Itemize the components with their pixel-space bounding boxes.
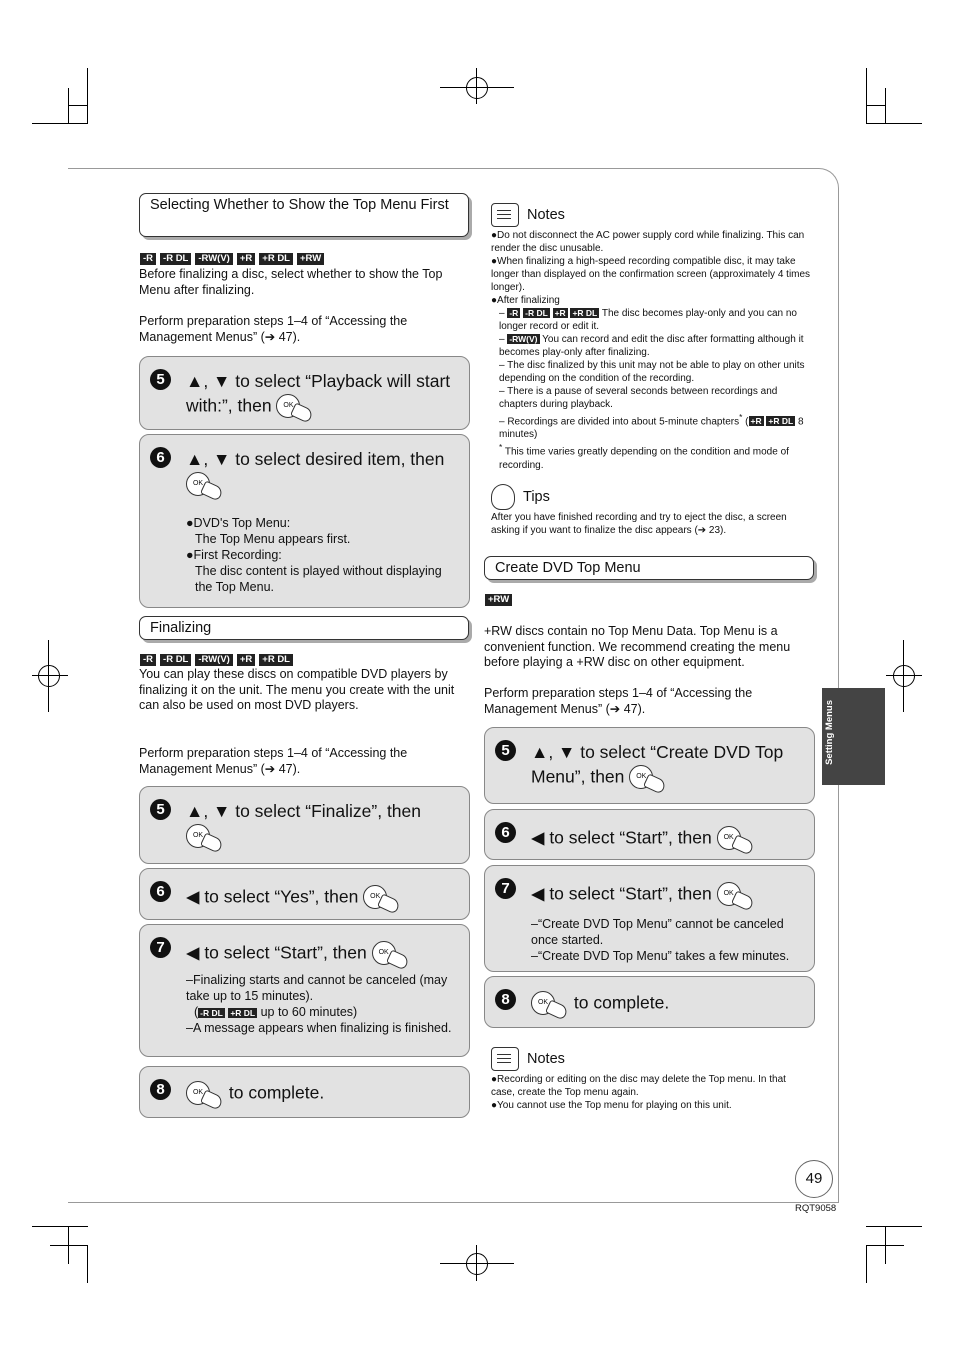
- lightbulb-icon: [491, 484, 515, 510]
- disc-badges-create-top-menu: [485, 594, 512, 606]
- ok-label: OK: [186, 472, 210, 496]
- create-top-step-5: [484, 727, 815, 804]
- step-notes: [186, 515, 459, 595]
- step-text: to complete.: [228, 1082, 325, 1103]
- hand-icon: [643, 773, 667, 794]
- note-sub-item: – -R -R DL +R +R DL The disc becomes play-only and you can no longer record or edit it.: [499, 308, 797, 332]
- step-text: ◀ to select “Start”, then: [531, 883, 712, 904]
- finalizing-step-8: [139, 1066, 470, 1118]
- ok-label: OK: [186, 1081, 210, 1105]
- note-text: The disc becomes play-only and you can no longer record or edit it.: [499, 308, 797, 332]
- hand-icon: [200, 1089, 224, 1110]
- ok-button-icon: [717, 880, 755, 910]
- finalizing-step-5: [139, 786, 470, 864]
- note-sub-item: – -RW(V) You can record and edit the disc after formatting although it becomes play-only after finalizing.: [499, 334, 804, 358]
- ok-button-icon: [372, 939, 410, 969]
- step-number: 8: [495, 989, 516, 1010]
- create-top-step-8: [484, 976, 815, 1028]
- disc-badge: -R: [509, 308, 519, 318]
- step-instruction: [186, 371, 457, 422]
- note-footnote: * This time varies greatly depending on the condition and mode of recording.: [499, 442, 789, 471]
- document-code: RQT9058: [795, 1203, 837, 1214]
- tips-heading: [491, 484, 550, 510]
- notes-heading-2: [491, 1047, 565, 1071]
- note-line: –“Create DVD Top Menu” cannot be canceled once started.: [531, 917, 784, 947]
- hand-icon: [731, 834, 755, 855]
- notes-heading: [491, 203, 565, 227]
- hand-icon: [545, 999, 569, 1020]
- note-line: ●DVD's Top Menu:: [186, 516, 291, 530]
- top-menu-step-6: [139, 434, 470, 608]
- disc-badge: -RW(V): [509, 334, 538, 344]
- step-text: ▲, ▼ to select “Create DVD Top Menu”, then: [531, 742, 784, 787]
- step-instruction: [531, 989, 802, 1019]
- ok-label: OK: [717, 882, 741, 906]
- top-menu-prep: Perform preparation steps 1–4 of “Accessing the Management Menus” (➔ 47).: [139, 314, 408, 344]
- note-text: – Recordings are divided into about 5-minute chapters: [499, 416, 740, 428]
- hand-icon: [290, 402, 314, 423]
- note-line: ●First Recording:: [186, 548, 282, 562]
- ok-button-icon: [629, 763, 667, 793]
- disc-badge: -R DL: [200, 1008, 223, 1018]
- step-text: ▲, ▼ to select “Finalize”, then: [186, 801, 422, 821]
- page-frame-top: [68, 168, 818, 169]
- disc-badges-finalizing: [140, 654, 293, 666]
- finalizing-step-6: [139, 868, 470, 920]
- disc-badge: +R: [237, 253, 255, 265]
- disc-badge: +R DL: [259, 654, 293, 666]
- ok-label: OK: [186, 824, 210, 848]
- disc-badge: +RW: [297, 253, 324, 265]
- step-instruction: [186, 883, 457, 913]
- disc-badge: -R: [140, 654, 156, 666]
- note-item: ●When finalizing a high-speed recording compatible disc, it may take longer than displayed on the confirmation screen (approximately 4 times longer).: [491, 256, 811, 293]
- disc-badge: -RW(V): [195, 253, 232, 265]
- note-item: ●You cannot use the Top menu for playing on this unit.: [491, 1100, 732, 1111]
- side-tab: [822, 688, 885, 785]
- step-number: 7: [150, 937, 171, 958]
- top-menu-intro: Before finalizing a disc, select whether to show the Top Menu after finalizing.: [139, 267, 443, 297]
- finalizing-prep: Perform preparation steps 1–4 of “Accessing the Management Menus” (➔ 47).: [139, 746, 408, 776]
- hand-icon: [200, 832, 224, 853]
- section-title-top-menu: Selecting Whether to Show the Top Menu First: [139, 193, 469, 237]
- notes-list-2: [491, 1073, 811, 1112]
- ok-button-icon: [186, 822, 224, 852]
- note-item: ●Recording or editing on the disc may delete the Top menu. In that case, create the Top menu again.: [491, 1074, 786, 1098]
- notes-icon: [491, 1047, 519, 1071]
- disc-badge: +R: [554, 308, 566, 318]
- note-text: 8 minutes): [499, 416, 804, 441]
- disc-badges-top-menu: [140, 253, 324, 265]
- ok-label: OK: [629, 765, 653, 789]
- disc-badge: +R: [237, 654, 255, 666]
- step-number: 6: [150, 881, 171, 902]
- note-line: –Finalizing starts and cannot be canceled (may take up to 15 minutes).: [186, 973, 448, 1003]
- ok-button-icon: [276, 392, 314, 422]
- step-number: 5: [150, 799, 171, 820]
- disc-badge: +RW: [485, 594, 512, 606]
- disc-badge: +R DL: [768, 416, 794, 427]
- hand-icon: [200, 480, 224, 501]
- notes-icon: [491, 203, 519, 227]
- step-notes: [531, 916, 804, 964]
- step-number: 5: [150, 369, 171, 390]
- note-text: This time varies greatly depending on the condition and mode of recording.: [499, 446, 789, 471]
- disc-badge: -R DL: [525, 308, 548, 318]
- create-top-step-7: [484, 865, 815, 972]
- step-instruction: [186, 449, 457, 500]
- notes-title: Notes: [527, 1051, 565, 1067]
- step-instruction: [531, 742, 802, 793]
- ok-button-icon: [717, 824, 755, 854]
- ok-label: OK: [372, 941, 396, 965]
- disc-badge: -R DL: [160, 654, 191, 666]
- step-text: to complete.: [573, 992, 670, 1013]
- ok-button-icon: [186, 470, 224, 500]
- step-text: ▲, ▼ to select desired item, then: [186, 449, 445, 469]
- disc-badge: +R DL: [259, 253, 293, 265]
- page-frame-bottom: [68, 1202, 839, 1203]
- disc-badge: +R DL: [572, 308, 598, 318]
- hand-icon: [377, 893, 401, 914]
- section-title-finalizing: Finalizing: [139, 616, 469, 640]
- page-number: 49: [795, 1160, 833, 1198]
- step-number: 8: [150, 1079, 171, 1100]
- ok-button-icon: [363, 883, 401, 913]
- ok-label: OK: [363, 885, 387, 909]
- step-instruction: [186, 939, 457, 969]
- disc-badge: -R DL: [160, 253, 191, 265]
- ok-button-icon: [531, 989, 569, 1019]
- step-instruction: [186, 801, 457, 852]
- note-sub-item: – There is a pause of several seconds between recordings and chapters during playback.: [499, 386, 778, 410]
- disc-badge: +R DL: [230, 1008, 256, 1018]
- create-top-intro: +RW discs contain no Top Menu Data. Top Menu is a convenient function. We recommend creating the menu before playing a +RW disc on other equipment.: [484, 624, 791, 669]
- tips-title: Tips: [523, 489, 550, 505]
- note-text: You can record and edit the disc after formatting although it becomes play-only after finalizing.: [499, 334, 804, 358]
- step-instruction: [186, 1079, 457, 1109]
- notes-title: Notes: [527, 207, 565, 223]
- side-tab-label: Setting Menus: [824, 700, 835, 765]
- note-item: ●After finalizing: [491, 295, 560, 306]
- note-text: up to 60 minutes): [260, 1005, 358, 1019]
- step-number: 5: [495, 740, 516, 761]
- ok-label: OK: [531, 991, 555, 1015]
- hand-icon: [731, 890, 755, 911]
- step-instruction: [531, 824, 802, 854]
- ok-label: OK: [276, 394, 300, 418]
- step-number: 7: [495, 878, 516, 899]
- hand-icon: [386, 949, 410, 970]
- finalizing-step-7: [139, 924, 470, 1057]
- step-number: 6: [150, 447, 171, 468]
- note-sub-item: – The disc finalized by this unit may not be able to play on other units depending on the condition of the recording.: [499, 360, 805, 384]
- step-instruction: [531, 880, 802, 910]
- step-text: ◀ to select “Start”, then: [531, 827, 712, 848]
- step-text: ◀ to select “Start”, then: [186, 942, 367, 963]
- tips-text: After you have finished recording and try to eject the disc, a screen asking if you want to finalize the disc appears (➔ 23).: [491, 512, 787, 536]
- note-line: The Top Menu appears first.: [195, 532, 351, 546]
- page-frame-corner: [800, 168, 839, 207]
- note-line: –“Create DVD Top Menu” takes a few minutes.: [531, 949, 790, 963]
- finalizing-intro: You can play these discs on compatible DVD players by finalizing it on the unit. The menu you create with the unit can also be used on most DVD players.: [139, 667, 455, 712]
- ok-label: OK: [717, 826, 741, 850]
- step-text: ◀ to select “Yes”, then: [186, 886, 359, 907]
- step-text: ▲, ▼ to select “Playback will start with:”, then: [186, 371, 451, 416]
- step-number: 6: [495, 822, 516, 843]
- create-top-step-6: [484, 809, 815, 860]
- note-line: The disc content is played without displaying the Top Menu.: [195, 564, 442, 594]
- ok-button-icon: [186, 1079, 224, 1109]
- note-line: –A message appears when finalizing is finished.: [186, 1021, 452, 1035]
- disc-badge: -R: [140, 253, 156, 265]
- top-menu-step-5: [139, 356, 470, 430]
- note-line-badges: ( -R DL +R DL up to 60 minutes): [194, 1005, 358, 1019]
- note-sub-item: – Recordings are divided into about 5-minute chapters* ( +R +R DL 8 minutes): [499, 412, 804, 441]
- create-top-prep: Perform preparation steps 1–4 of “Accessing the Management Menus” (➔ 47).: [484, 686, 753, 716]
- disc-badge: -RW(V): [195, 654, 232, 666]
- section-title-create-top-menu: Create DVD Top Menu: [484, 556, 814, 580]
- step-notes: [186, 972, 459, 1036]
- notes-list: [491, 229, 811, 472]
- note-item: ●Do not disconnect the AC power supply cord while finalizing. This can render the disc unusable.: [491, 230, 805, 254]
- disc-badge: +R: [750, 416, 762, 427]
